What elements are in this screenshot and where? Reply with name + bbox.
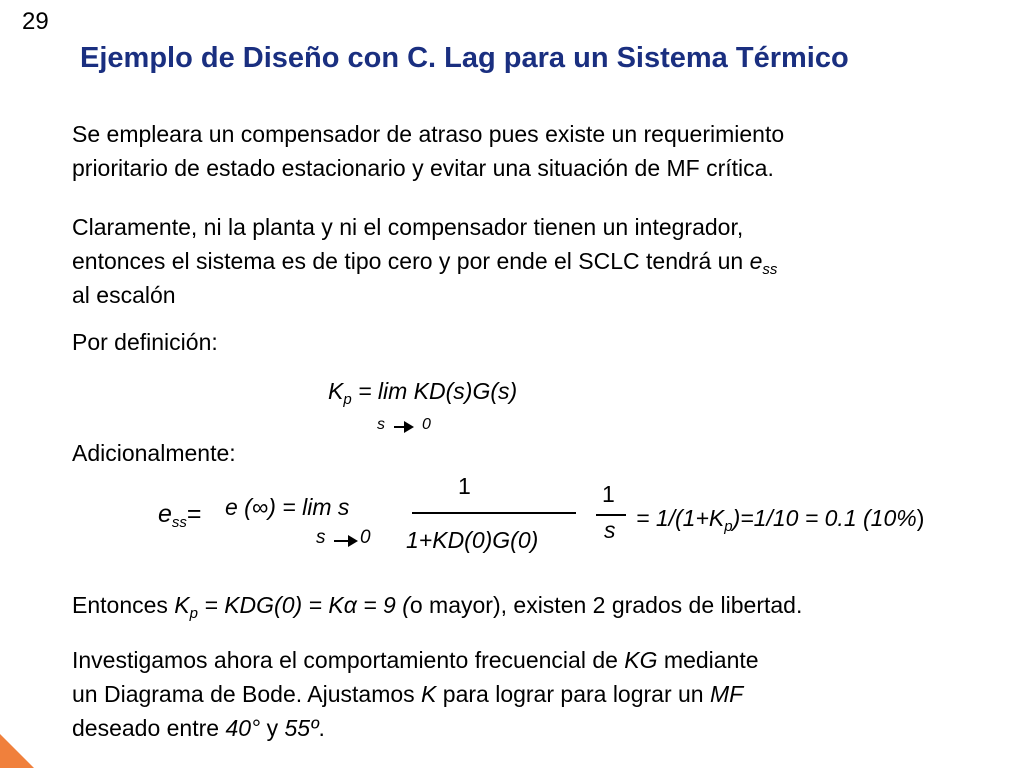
paragraph-text: para lograr para lograr un: [436, 681, 710, 707]
kg-symbol: KG: [624, 647, 658, 673]
ess-subscript: ss: [762, 261, 778, 278]
paragraph-line: [72, 244, 777, 278]
paragraph-line: [72, 643, 759, 677]
paragraph-definition: Por definición:: [72, 329, 218, 355]
paragraph-bode: [72, 643, 759, 745]
slide-title: Ejemplo de Diseño con C. Lag para un Sistema Térmico: [80, 42, 849, 74]
result-part: = 1/(1+K: [636, 505, 725, 531]
ess-equals: =: [186, 500, 202, 528]
paragraph-lag-reason: [72, 117, 784, 185]
paragraph-text: entonces el sistema es de tipo cero y por ende el SCLC tendrá un: [72, 248, 750, 274]
slide-number: 29: [22, 8, 49, 35]
paragraph-kp-value: [72, 588, 802, 622]
kp-subscript: p: [724, 518, 733, 535]
paragraph-text: Entonces: [72, 592, 175, 618]
paragraph-system-type: [72, 210, 777, 312]
ess-subscript: ss: [171, 514, 187, 531]
kp-symbol: K: [174, 592, 190, 618]
paragraph-line: Claramente, ni la planta y ni el compensador tienen un integrador,: [72, 214, 744, 240]
paragraph-line: [72, 711, 759, 745]
kp-subscript: p: [189, 605, 198, 622]
lim-variable: s: [316, 527, 326, 548]
fraction-bar: [596, 514, 626, 516]
fraction-denominator: s: [604, 517, 616, 543]
kp-expression: = lim KD(s)G(s): [351, 378, 518, 404]
lim-target: 0: [360, 527, 371, 548]
e-infinity-expression: e (∞) = lim s: [225, 494, 350, 520]
paragraph-line: Se empleara un compensador de atraso pues existe un requerimiento: [72, 121, 785, 147]
kp-symbol: K: [328, 378, 344, 404]
fraction-numerator: 1: [458, 473, 471, 499]
result-part: )=1/10 = 0.1 (: [732, 505, 871, 531]
ess-result: [636, 505, 925, 535]
paragraph-text: mediante: [657, 647, 759, 673]
paragraph-text: Investigamos ahora el comportamiento frecuencial de: [72, 647, 625, 673]
paragraph-text: deseado entre: [72, 715, 226, 741]
result-percent: 10%: [870, 505, 917, 531]
lim-target: 0: [422, 416, 431, 433]
paragraph-line: al escalón: [72, 282, 176, 308]
mf-symbol: MF: [710, 681, 744, 707]
paragraph-text: .: [318, 715, 325, 741]
corner-accent: [0, 734, 34, 768]
paragraph-text: y: [260, 715, 285, 741]
ess-symbol: e: [158, 500, 172, 528]
ess-symbol: e: [749, 248, 763, 274]
k-symbol: K: [421, 681, 437, 707]
kp-expression: = KDG(0) = Kα = 9 (: [197, 592, 410, 618]
paragraph-text: un Diagrama de Bode. Ajustamos: [72, 681, 422, 707]
ess-label: [158, 500, 202, 529]
paragraph-additionally: Adicionalmente:: [72, 440, 236, 466]
paragraph-line: [72, 677, 759, 711]
paragraph-text: o mayor), existen 2 grados de libertad.: [409, 592, 803, 618]
kp-subscript: p: [343, 391, 352, 408]
kp-equation: [328, 378, 518, 408]
lim-arrow-head: [404, 421, 414, 433]
fraction-bar: [412, 512, 576, 514]
angle-value: 40°: [225, 715, 261, 741]
fraction-denominator: 1+KD(0)G(0): [406, 527, 539, 553]
paragraph-line: prioritario de estado estacionario y evitar una situación de MF crítica.: [72, 155, 774, 181]
lim-variable: s: [377, 416, 385, 433]
lim-arrow-head: [348, 535, 358, 547]
angle-value: 55º: [284, 715, 319, 741]
fraction-numerator: 1: [602, 481, 615, 507]
result-part: ): [916, 505, 925, 531]
